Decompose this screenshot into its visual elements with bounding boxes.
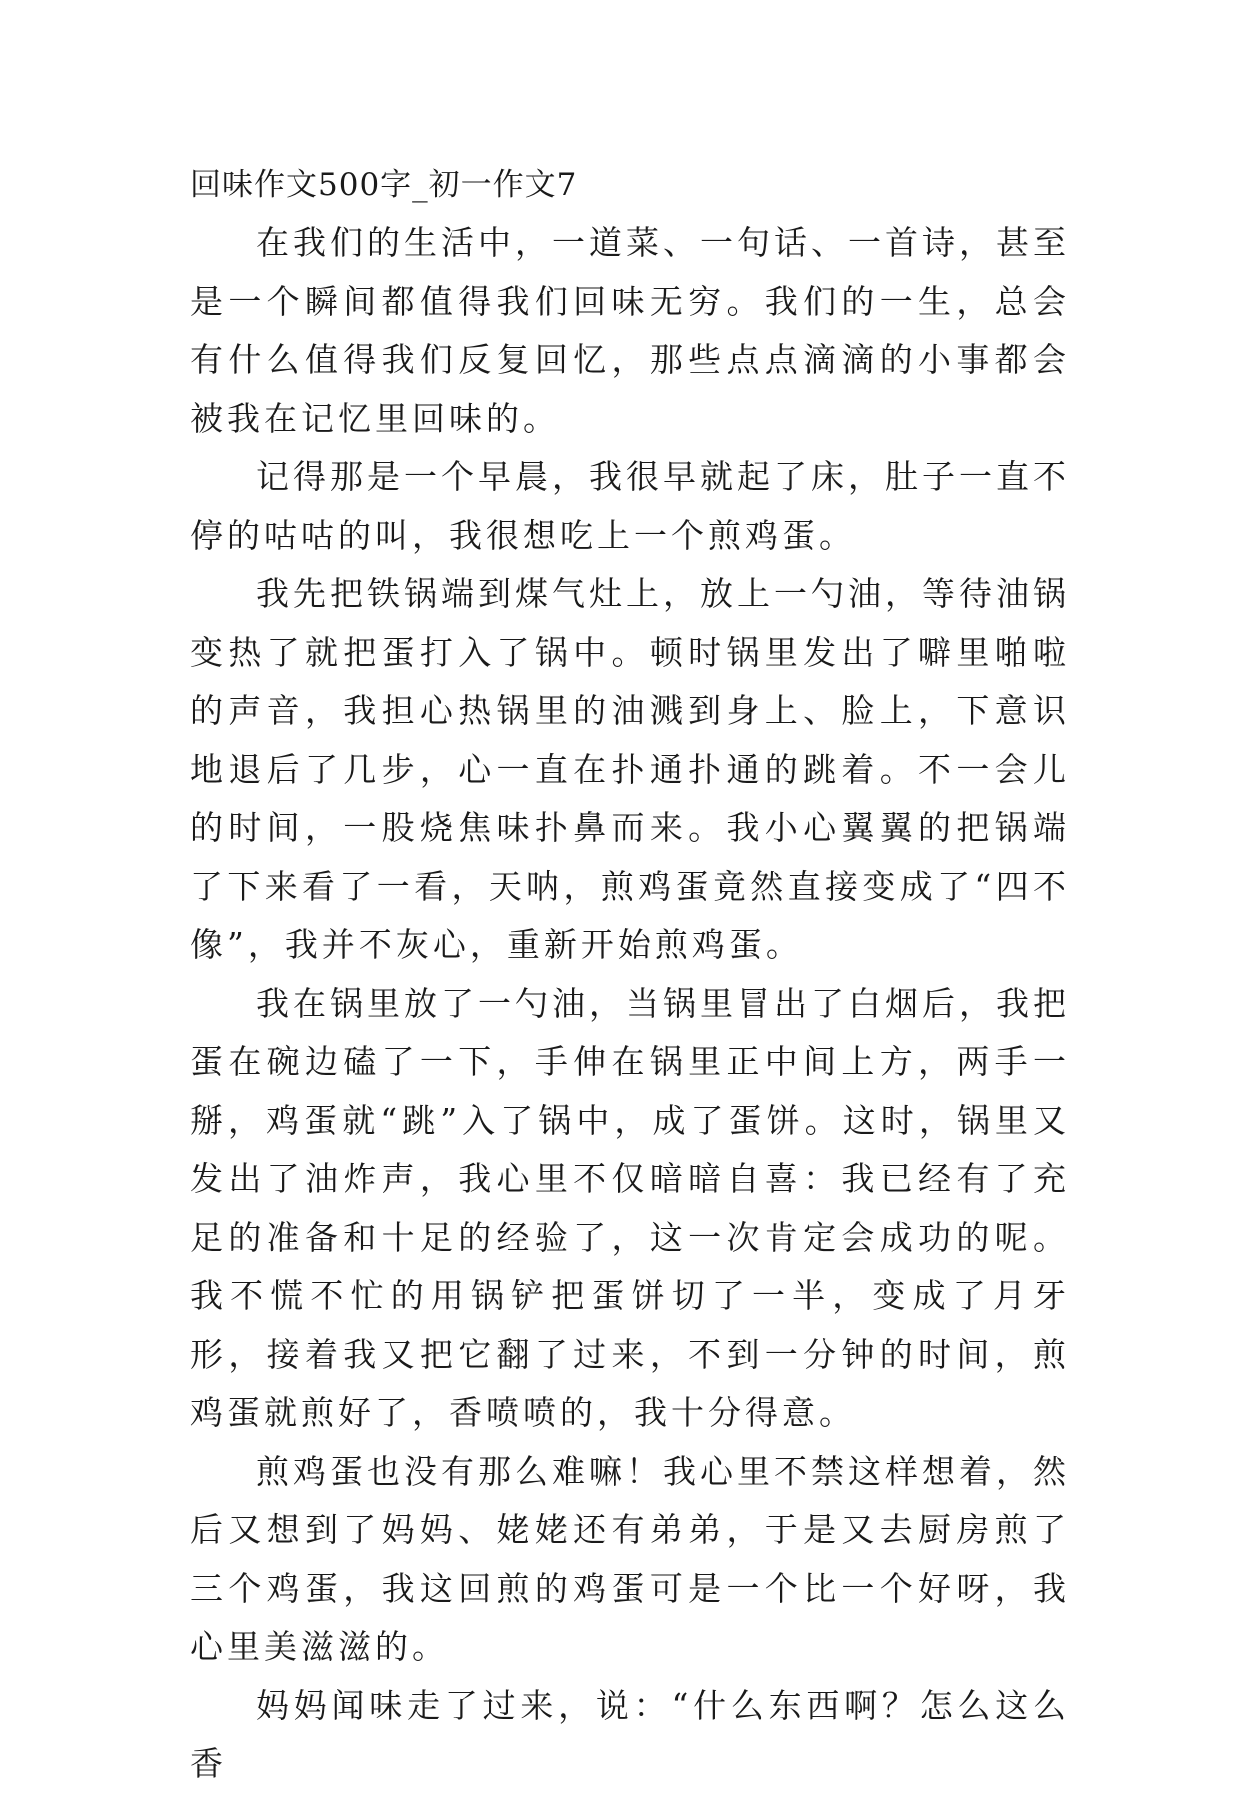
paragraph-2: 记得那是一个早晨，我很早就起了床，肚子一直不停的咕咕的叫，我很想吃上一个煎鸡蛋。: [190, 457, 1070, 555]
document-body: [190, 156, 1070, 1794]
paragraph-6: 妈妈闻味走了过来，说：“什么东西啊？怎么这么香: [190, 1685, 1070, 1783]
paragraph-4: 我在锅里放了一勺油，当锅里冒出了白烟后，我把蛋在碗边磕了一下，手伸在锅里正中间上方，两手一掰，鸡蛋就“跳”入了锅中，成了蛋饼。这时，锅里又发出了油炸声，我心里不仅暗暗自喜：我已经有了充足的准备和十足的经验了，这一次肯定会成功的呢。我不慌不忙的用锅铲把蛋饼切了一半，变成了月牙形，接着我又把它翻了过来，不到一分钟的时间，煎鸡蛋就煎好了，香喷喷的，我十分得意。: [190, 983, 1070, 1432]
document-title: 回味作文500字_初一作文7: [190, 167, 578, 203]
paragraph-5: 煎鸡蛋也没有那么难嘛！我心里不禁这样想着，然后又想到了妈妈、姥姥还有弟弟，于是又去厨房煎了三个鸡蛋，我这回煎的鸡蛋可是一个比一个好呀，我心里美滋滋的。: [190, 1451, 1070, 1666]
paragraph-3: 我先把铁锅端到煤气灶上，放上一勺油，等待油锅变热了就把蛋打入了锅中。顿时锅里发出了噼里啪啦的声音，我担心热锅里的油溅到身上、脸上，下意识地退后了几步，心一直在扑通扑通的跳着。不一会儿的时间，一股烧焦味扑鼻而来。我小心翼翼的把锅端了下来看了一看，天呐，煎鸡蛋竟然直接变成了“四不像”，我并不灰心，重新开始煎鸡蛋。: [190, 574, 1070, 964]
paragraph-1: 在我们的生活中，一道菜、一句话、一首诗，甚至是一个瞬间都值得我们回味无穷。我们的一生，总会有什么值得我们反复回忆，那些点点滴滴的小事都会被我在记忆里回味的。: [190, 223, 1070, 438]
